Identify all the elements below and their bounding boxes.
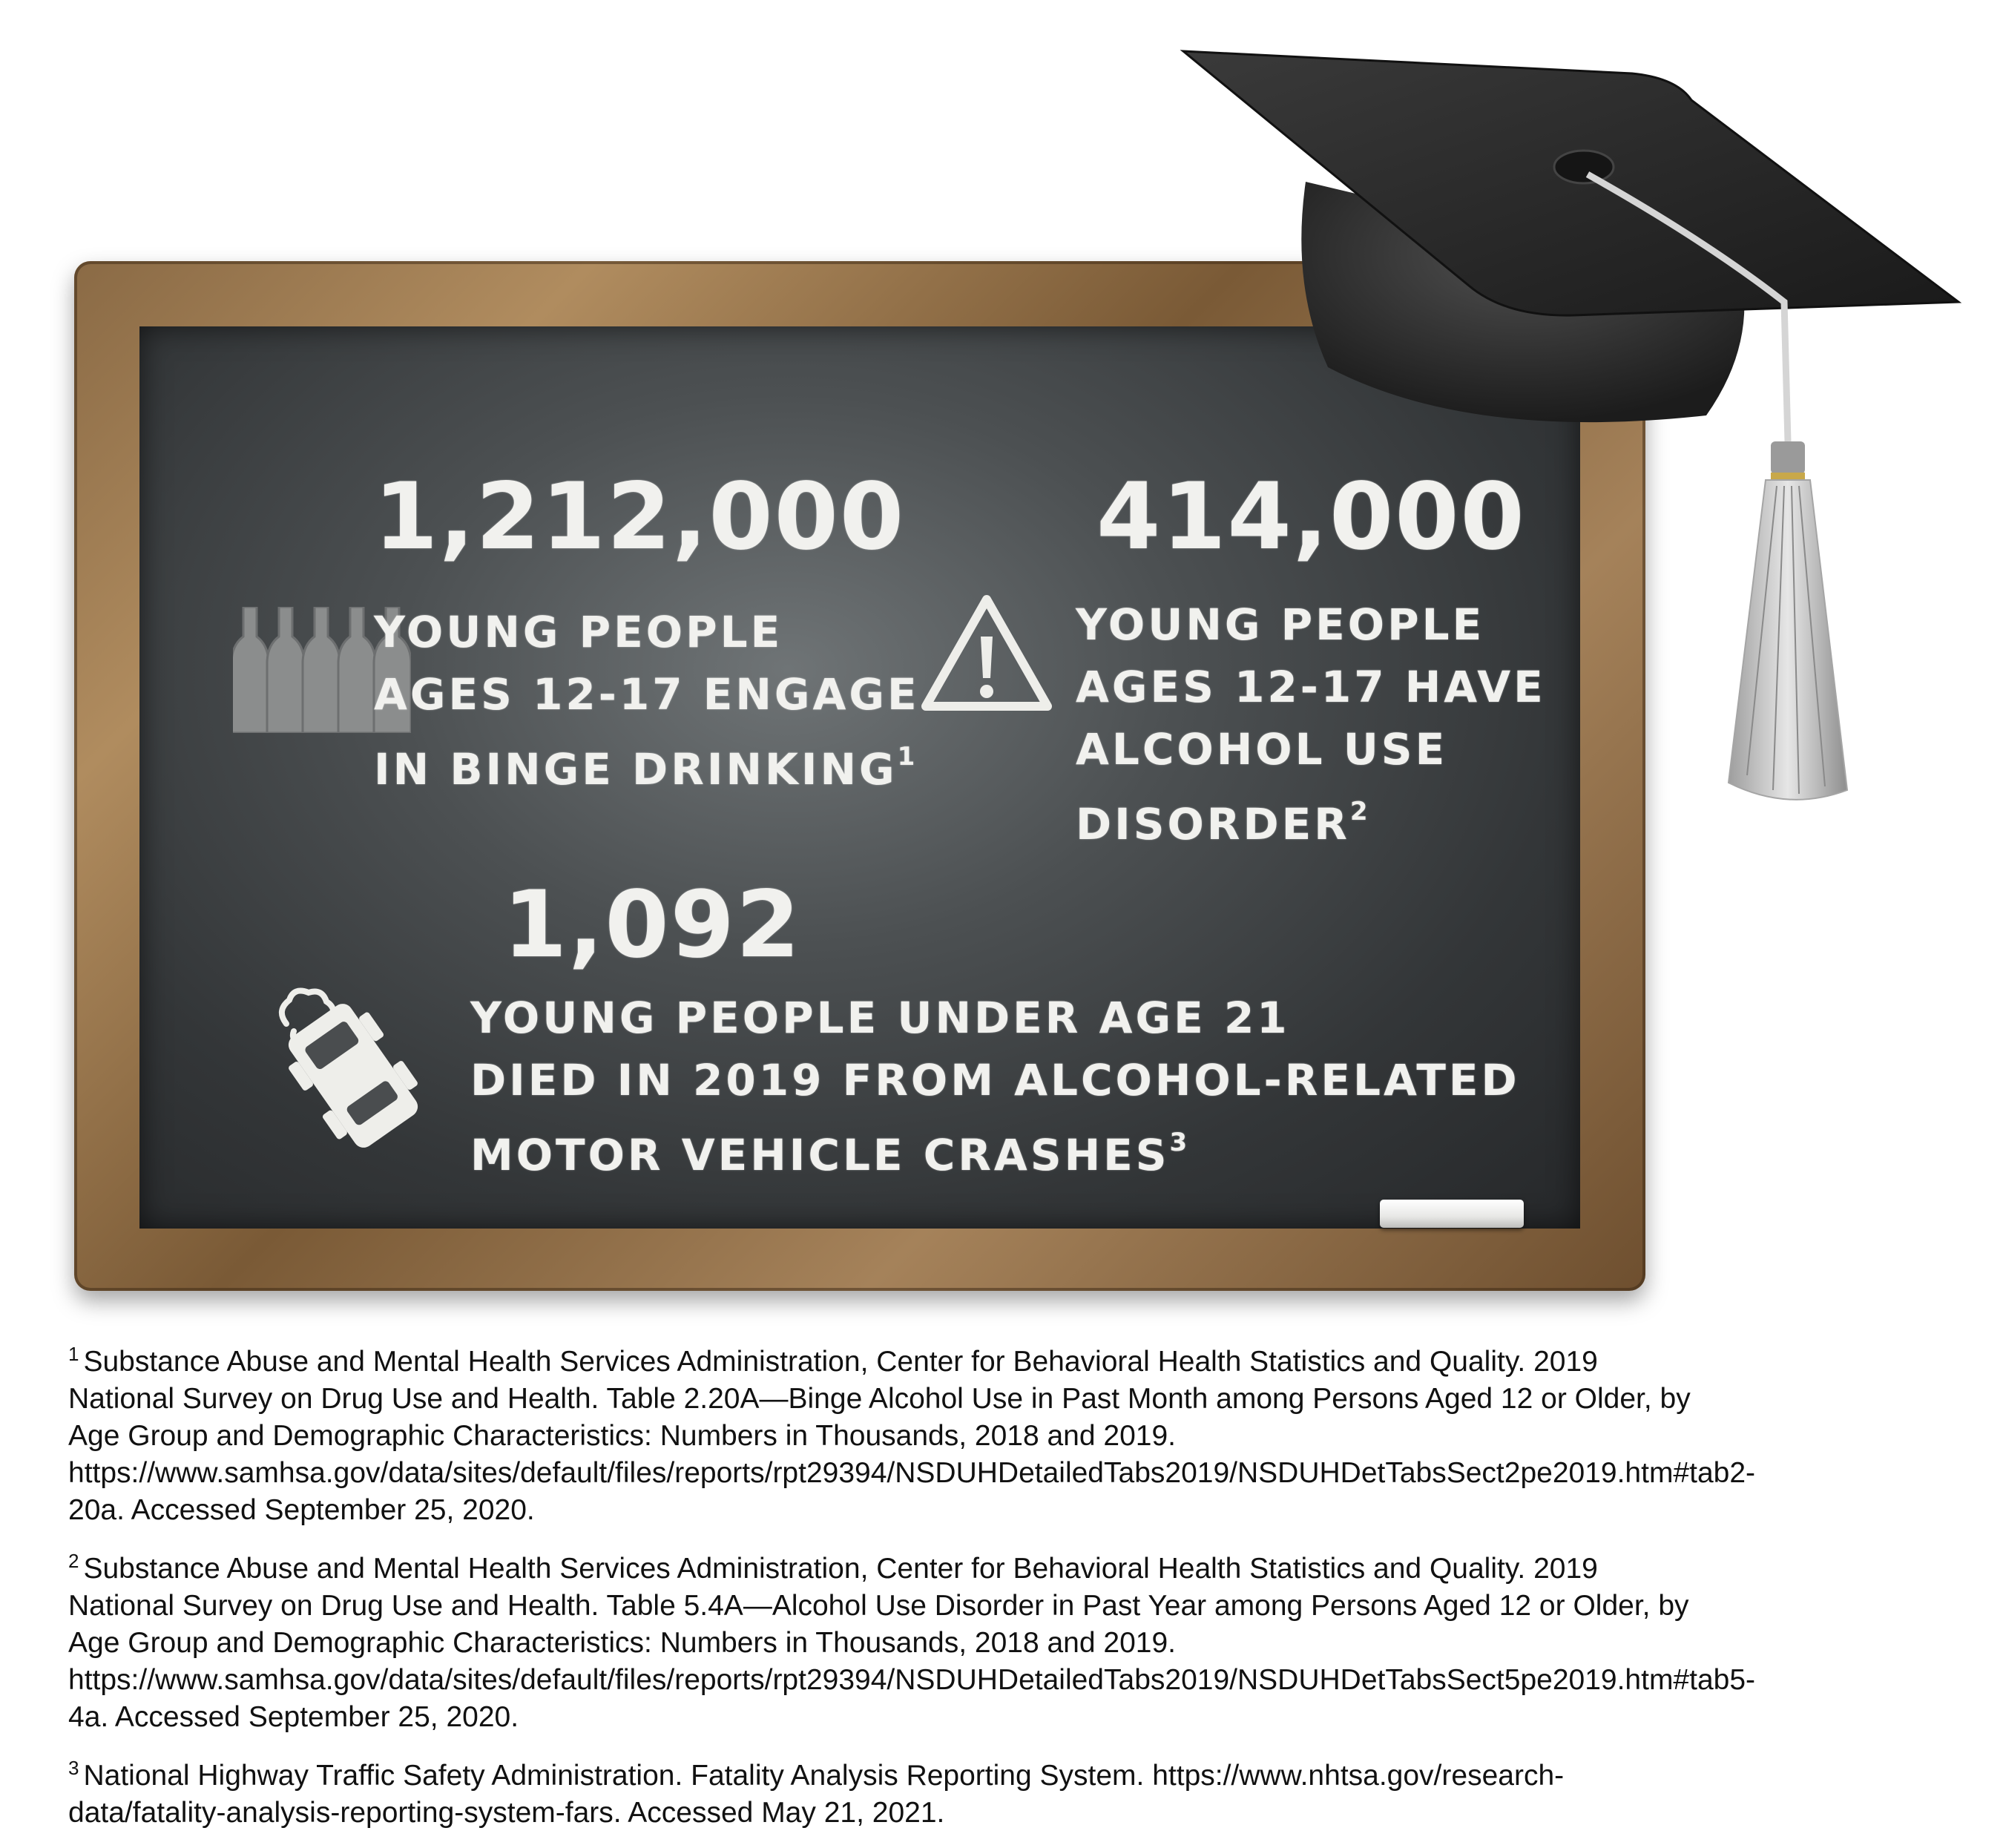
warning-triangle-icon xyxy=(920,593,1053,712)
footnote-number: 3 xyxy=(68,1757,79,1779)
footnote-text: Substance Abuse and Mental Health Services Administration, Center for Behavioral Health Statistics and Quality. 2019 National Survey on Drug Use and Health. Table 5.4A—Alcohol Use Disorder in Past Year among Persons Aged 12 or Older, by Age Group and Demographic Characteristics: Numbers in Thousands, 2018 and 2019. https://www.samhsa.gov/data/sites/default/files/reports/rpt29394/NSDUHDetailedTabs2019/NSDUHDetTabsSect5pe2019.htm#tab5-4a. Accessed September 25, 2020. xyxy=(68,1553,1756,1733)
footnote-number: 1 xyxy=(68,1343,79,1365)
chalk-stick xyxy=(1380,1200,1524,1228)
footnote xyxy=(68,1335,1756,1529)
stat-line: AGES 12-17 ENGAGE xyxy=(374,669,920,720)
stat-line: IN BINGE DRINKING$^1$ xyxy=(374,742,918,795)
stat-description-binge xyxy=(374,601,920,800)
stat-line: YOUNG PEOPLE UNDER AGE 21 xyxy=(470,993,1290,1043)
stat-description-crash xyxy=(470,987,1520,1186)
footnote-ref: 1 xyxy=(897,742,918,772)
footnote xyxy=(68,1542,1756,1736)
footnotes xyxy=(68,1335,1756,1845)
stat-number-crash: 1,092 xyxy=(503,872,802,979)
stat-line: MOTOR VEHICLE CRASHES$^3$ xyxy=(470,1128,1191,1180)
stat-line: YOUNG PEOPLE xyxy=(1076,599,1485,650)
stat-number-aud: 414,000 xyxy=(1096,464,1526,570)
stat-line: ALCOHOL USE xyxy=(1076,724,1448,775)
stat-line: AGES 12-17 HAVE xyxy=(1076,662,1546,712)
stat-line: DIED IN 2019 FROM ALCOHOL-RELATED xyxy=(470,1055,1520,1105)
stat-line: YOUNG PEOPLE xyxy=(374,607,783,657)
graduation-cap-icon xyxy=(1157,41,1981,842)
footnote-number: 2 xyxy=(68,1550,79,1572)
footnote xyxy=(68,1749,1700,1832)
footnote-text: National Highway Traffic Safety Administration. Fatality Analysis Reporting System. https://www.nhtsa.gov/research-data/fatality-analysis-reporting-system-fars. Accessed May 21, 2021. xyxy=(68,1760,1565,1829)
stat-line: DISORDER$^2$ xyxy=(1076,797,1371,849)
footnote-ref: 2 xyxy=(1349,797,1371,826)
stat-number-binge: 1,212,000 xyxy=(374,464,906,570)
footnote-ref: 3 xyxy=(1169,1128,1191,1157)
footnote-text: Substance Abuse and Mental Health Services Administration, Center for Behavioral Health Statistics and Quality. 2019 National Survey on Drug Use and Health. Table 2.20A—Binge Alcohol Use in Past Month among Persons Aged 12 or Older, by Age Group and Demographic Characteristics: Numbers in Thousands, 2018 and 2019. https://www.samhsa.gov/data/sites/default/files/reports/rpt29394/NSDUHDetailedTabs2019/NSDUHDetTabsSect2pe2019.htm#tab2-20a. Accessed September 25, 2020. xyxy=(68,1346,1756,1526)
car-crash-icon xyxy=(264,979,435,1150)
